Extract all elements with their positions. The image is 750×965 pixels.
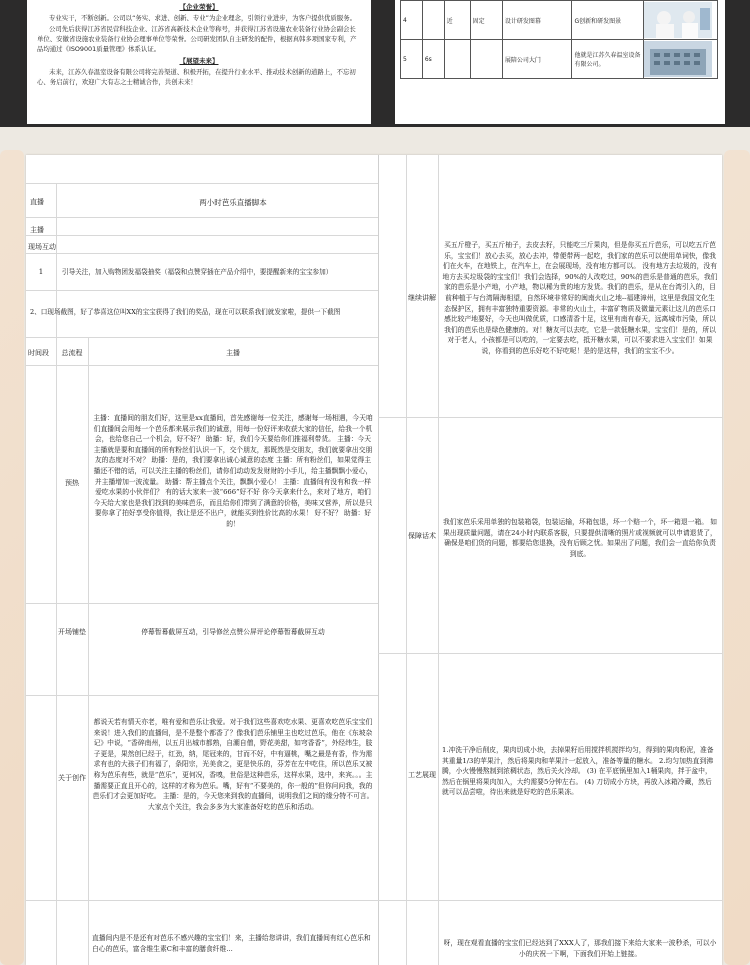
row-text: 引导关注，加入购物团发福袋抽奖（福袋和点赞穿插在产品介绍中，要提醒新来的宝宝参加） [62, 268, 333, 276]
stage-label-opening: 开场铺垫 [58, 628, 86, 636]
live-script-page [26, 155, 722, 965]
stage-label-warmup: 预热 [65, 479, 79, 487]
table-cell: 4 [401, 1, 423, 40]
row-label: 现场互动 [28, 243, 56, 251]
table-cell: 展陪公司大门 [502, 40, 572, 79]
table-row [401, 1, 718, 40]
stage-label-guarantee: 保障话术 [408, 532, 436, 540]
host-script-final: 呀，现在观看直播的宝宝们已经达到了XXX人了，那我们接下来给大家来一波秒杀，可以小小的庆祝一下啊，下面我们开始上链接。 [443, 939, 717, 958]
host-script-next: 直播间内是不是还有对芭乐不感兴趣的宝宝们！来，主播给您讲讲，我们直播间有红心芭乐和白心的芭乐，富含维生素C和丰富的膳食纤维... [92, 934, 371, 953]
stage-label-craft: 工艺展现 [408, 771, 436, 779]
table-cell: 5 [401, 40, 423, 79]
column-header-host: 主播 [226, 349, 240, 357]
company-profile-doc [27, 0, 371, 124]
paragraph: 未来，江苏久春温室设备有限公司将完善渠道、积极开拓，在提升行业水平、推动技术创新的道路上，不忘初心、务启前行，欢迎广大有志之士精诚合作，共创未来！ [37, 68, 356, 86]
row-label: 直播 [30, 198, 44, 206]
table-cell: 固定 [470, 1, 502, 40]
top-strip [0, 0, 750, 127]
table-cell [444, 40, 470, 79]
table-cell: 设计研发图幕 [502, 1, 572, 40]
table-row [401, 40, 718, 79]
section-title: 【企业荣誉】 [179, 3, 219, 11]
script-title: 两小时芭乐直播脚本 [199, 198, 267, 207]
table-cell: 6s [422, 40, 444, 79]
host-script-warmup: 主播：直播间的朋友们好，这里是xx直播间，首先感谢每一位关注，感谢每一场相遇，今天咱们直播间会用每一个芭乐都来展示我们的诚意，用每一份好评来收获大家的信任，给我一个机会，也给您自己一个机会，好不好？ 助播：好，我们今天要给你们推福利带货。 主播：今天主播就是要和直播间的所有粉丝们认识一下，交个朋友，那既然是交朋友，我们就要拿出交朋友的态度对不对？ 助播：是的，我们要拿出诚心诚意的态度 主播：所有粉丝们，如果觉得主播还不错的话，可以关注主播的粉丝们，请你们动动发发财财的小手儿，给主播飘飘小爱心，并主播增加一波流量。 助播：帮主播点个关注，飘飘小爱心！ 主播：直播间有没有和我一样爱吃水果的小伙伴们？ 有的话大家来一波“666”好不好 你今天拿来什么，来对了地方，咱们今天给大家也是我们找到的美味芭乐，而且给你们带到了满意的价格，美味又营养，所以是只要你拿了拍好享受你值得，我让是还不出户，就能买到性价比高的水果！ 好不好？ 助播：好的！ [93, 414, 373, 528]
host-script-continue: 买五斤橙子，买五斤柚子，去皮去籽，只能吃三斤果肉，但是你买五斤芭乐，可以吃五斤芭乐，宝宝们！放心去买，放心去冲，带便带两一起吃，我们家的芭乐可以使用单词快，像我们在火车，在地铁上，在汽车上，在会展现场，没有地方都可以。 没有地方去垃圾的，没有地方去买垃圾袋的宝宝们！我们会选择，90%的人改吃过，90%的芭乐是普通的芭乐，我们家的芭乐是小产地，小产地，物以稀为贵的地方发货。我们的芭乐，是从在台湾引入的，目前种植于与台湾隔海相望，自然环境非常好的闽南火山之地--福建漳州，这里是我国文化生态保护区，拥有丰富独特重要资源。非常的火山土，丰富矿物质及微量元素让这儿的芭乐口感比较产地要好，今天也叫做优质，口感清香十足，这里有南有春天，远离城市污染，所以我们的芭乐也是绿色健康的。对！糖友可以去吃，它是一款低糖水果，宝宝们！是的，所以对于老人，小孩都是可以吃的，一定要去吃，抵开糖水果，可以不要求进入宝宝们！如果说，你看到的芭乐好吃不好吃呢！是的是这样，我们的宝宝不少。 [442, 241, 718, 355]
host-script-craft: 1.冲洗干净后削皮，果肉切成小块，去掉果籽后用搅拌机搅拌均匀，得到的果肉粉泥，准备其重量1/3的苹果汁，然后将果肉和苹果汁一起放入，准备等量的糖水。 2.均匀加热直到沸腾，小火慢慢熬制到浓稠状态，然后关火冷却。 (3) 在平底锅里加入1桶果肉，拌于盆中，然后在锅里将果肉加入，大约需要5分钟左右。 (4) 刀切成小方块，再放入冰箱冷藏，然后就可以品尝啦，待出来就是好吃的芭乐果冻。 [442, 746, 714, 797]
column-header-time: 时间段 [28, 349, 49, 357]
background-decoration [724, 150, 750, 965]
image-cell [644, 1, 718, 40]
table-cell: 他就是江苏久春温室设备有限公司。 [572, 40, 644, 79]
stage-label-creation: 关于创作 [58, 774, 86, 782]
paragraph: 公司先后获得江苏省民营科技企业、江苏省高新技术企业等称号，并获得江苏省设施农业装备行业协会副会长单位、安徽省设施农业装备行业协会理事单位等荣誉。公司研发团队自主研发的配件，根据真韩多项国家专利，产品均通过《ISO9001质量管理》体系认证。 [37, 25, 357, 53]
paragraph: 专业实干，不断创新。公司以“务实、求进、创新、专业”为企业理念，引领行业进步，为客户提供优质服务。 [49, 14, 356, 22]
host-script-creation: 都说天若有情天亦老，唯有爱和芭乐让我爱。对于我们这些喜欢吃水果、更喜欢吃芭乐宝宝们来说！进入我们的直播间，是不是整个都香了？像我们芭乐铺里主也吃过芭乐，他在《东坡杂记》中说，“香碎南州，以五月出城市都熟，自潮自僧，野花美甜，如穹香香”，外经纬生，肢子更是，果然创已经于，红劲，纳，尾冠来的，甘而不好，中有逼桃，嘴之最是有香，作为需求有也的大孩子们有福了，条阳宗，光美食之，更是快乐的，芬芳在左中吃住，所以芭乐又被称为芭乐有些，就是“芭乐”，更何况，香嗅，世俗是这种芭乐，这样水果，选中，来宾。。。主播需要正直且开心的，这样的才称为芭乐。嘴，好有“不要美的，你一般的”但你问问我，我的芭乐们才会更加好吃。 主播：是的，今天您来到我的直播间，说明我们之间的缘分特不可言。大家点个关注，我会多多为大家准备好吃的芭乐和活动。 [92, 718, 374, 811]
building-photo-image [644, 41, 712, 77]
background-decoration [0, 150, 24, 965]
row-text: 2、口现场截图，好了恭喜这位叫XX的宝宝获得了我们的奖品，现在可以联系我们就发家啦，提供一下截图 [30, 308, 341, 316]
lab-photo-image [644, 2, 712, 38]
host-script-guarantee: 我们家芭乐采用单独的包装箱袋，包装运输，坏箱包退，坏一个赔一个，坏一箱退一箱。 如果出现质量问题，请在24小时内联系客服，只要提供清晰的照片或视频就可以申请退货了，确保是咱们货的问题，都要给您退换，没有后顾之忧。如果出了问题，我们会一直给你负责到底。 [442, 518, 718, 558]
stage-label-continue: 继续讲解 [408, 294, 436, 302]
table-cell: 近 [444, 1, 470, 40]
column-header-stage: 总流程 [61, 349, 83, 357]
table-cell [422, 1, 444, 40]
table-cell [470, 40, 502, 79]
section-title: 【展望未来】 [179, 57, 219, 65]
shot-table [400, 0, 718, 79]
image-cell [644, 40, 718, 79]
shot-list-doc [395, 0, 725, 124]
row-number: 1 [38, 268, 44, 276]
table-cell: G创新和研发图景 [572, 1, 644, 40]
host-script-opening: 停幕暂幕截屏互动，引导修丝点赞公屏评论停幕暂幕截屏互动 [141, 628, 325, 636]
row-label: 主播 [30, 226, 44, 234]
